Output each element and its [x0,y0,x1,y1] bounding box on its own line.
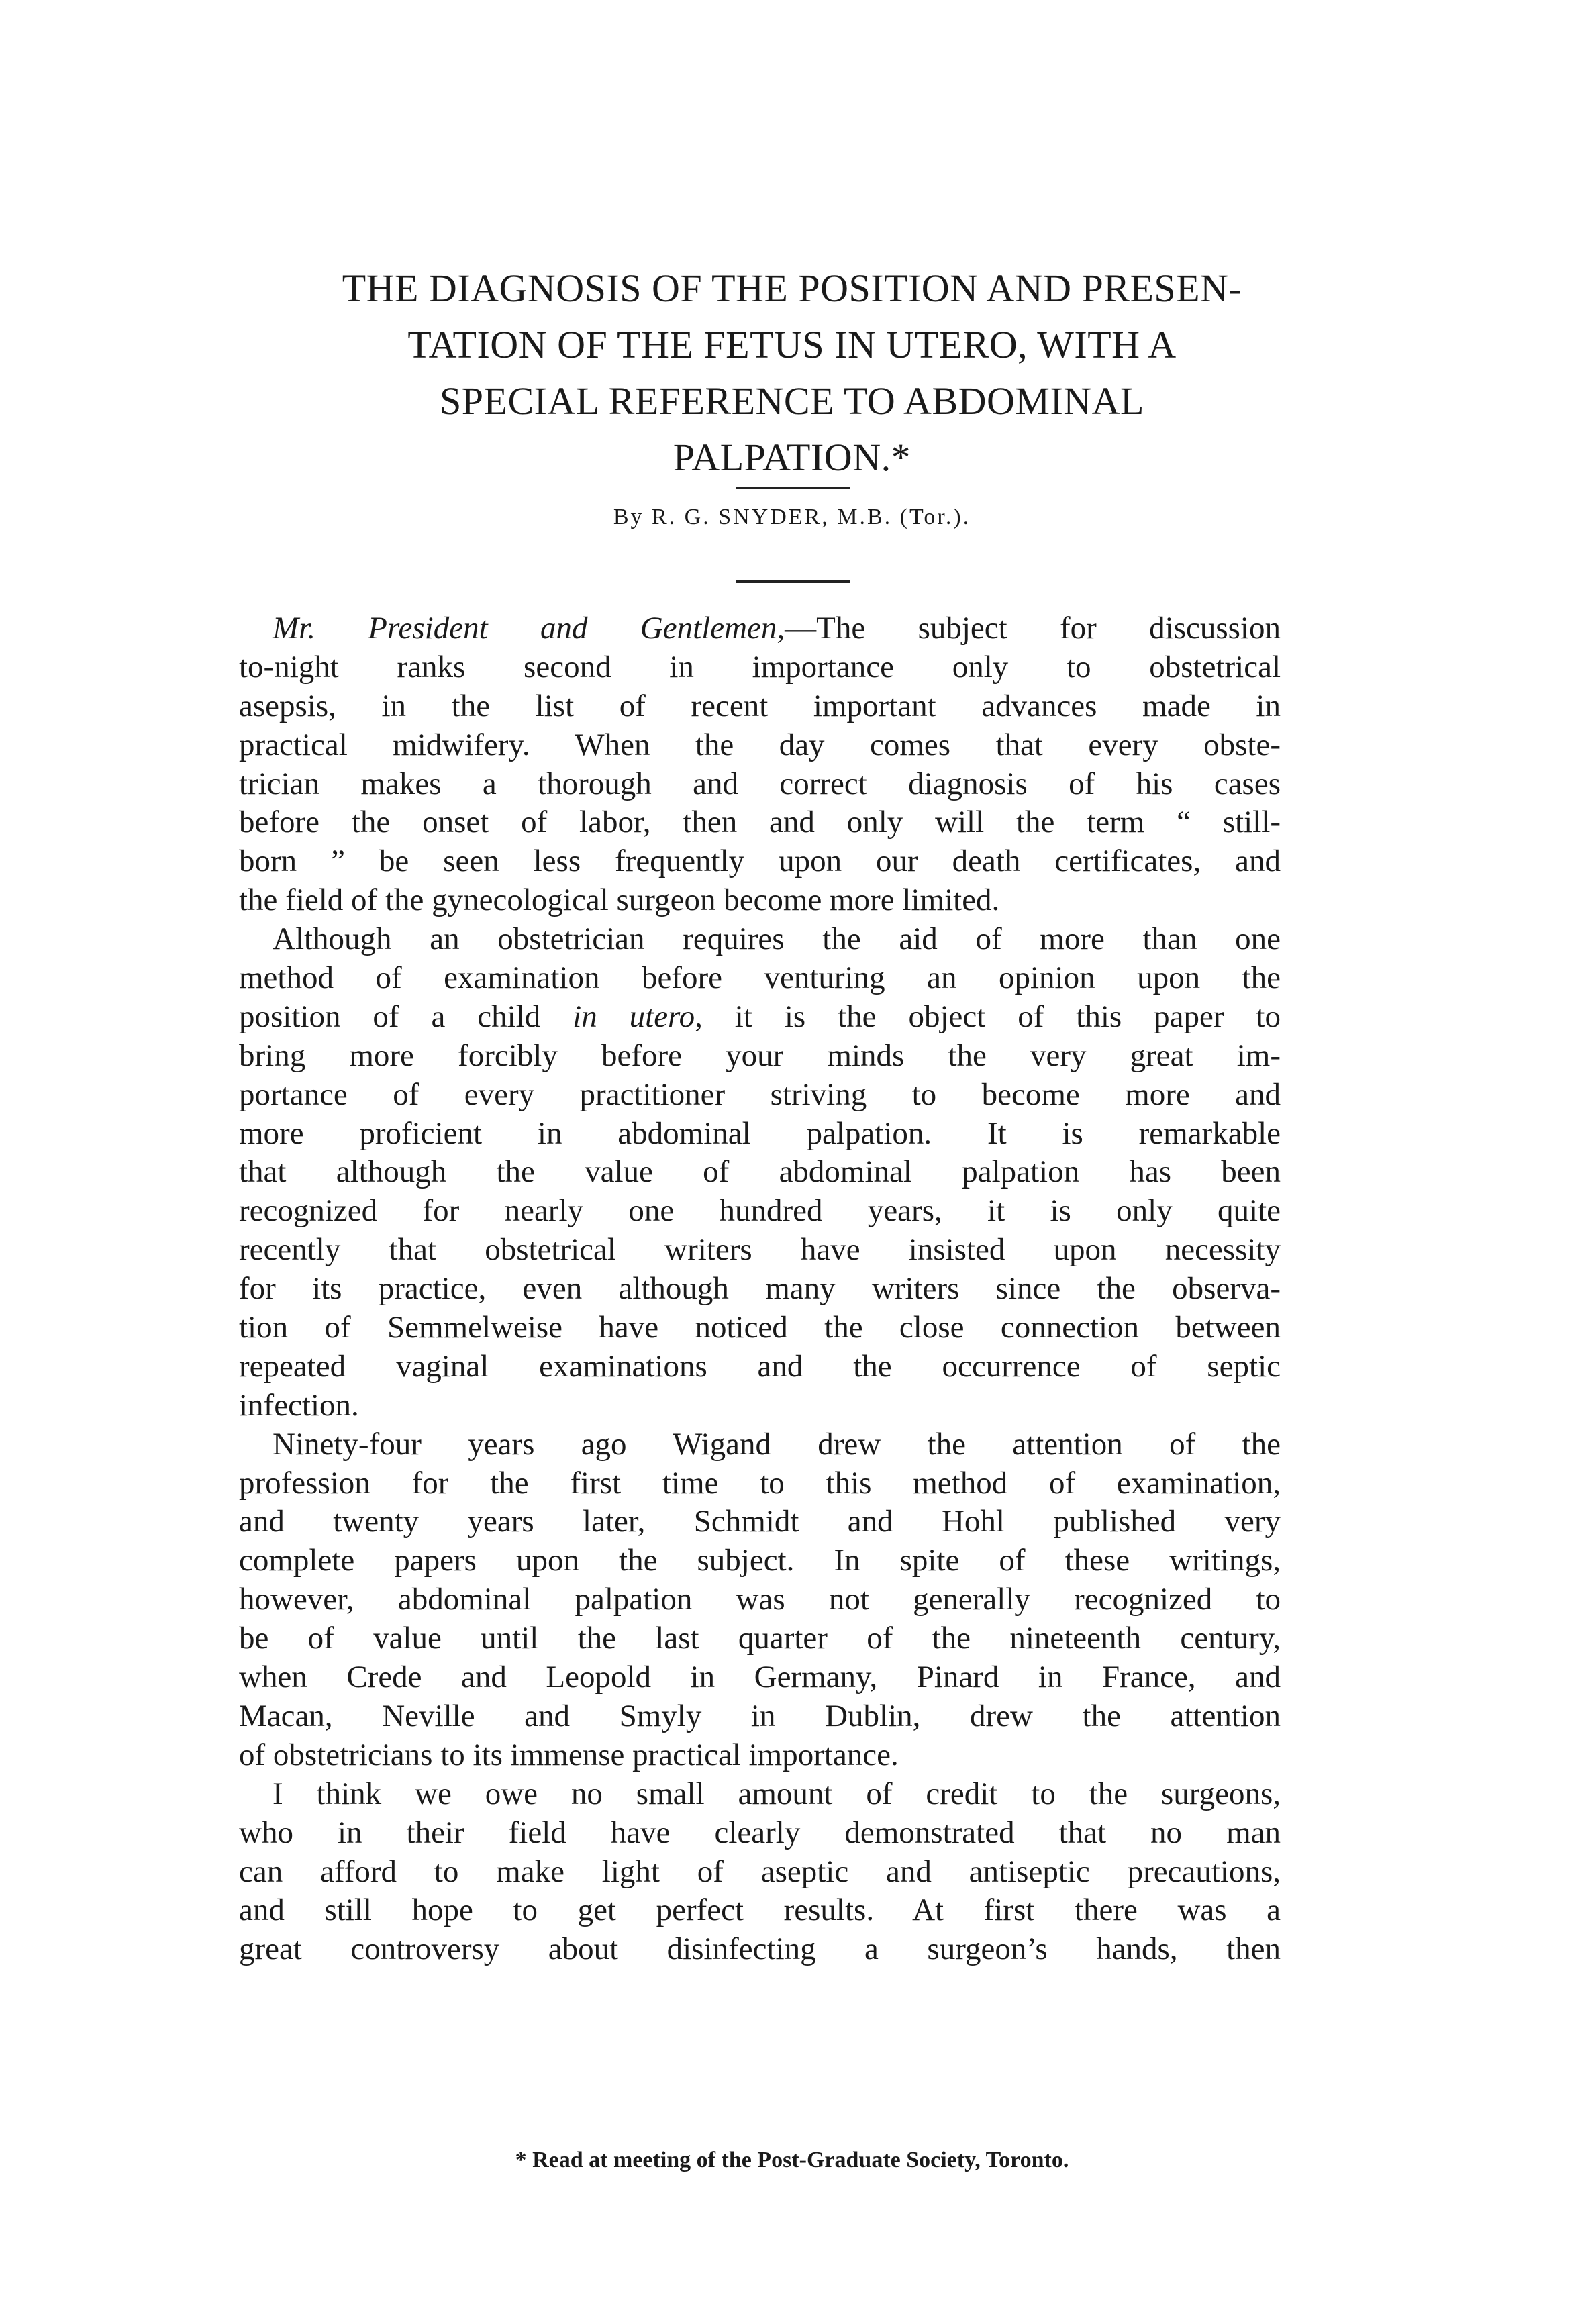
text-line: recognized for nearly one hundred years, it is only quite [239,1193,1281,1229]
footnote: * Read at meeting of the Post-Graduate Society, Toronto. [515,2148,1069,2172]
text-line: trician makes a thorough and correct diagnosis of his cases [239,766,1281,801]
salutation: Mr. President and Gentlemen, [273,611,785,646]
text-line: that although the value of abdominal palpation has been [239,1154,1281,1190]
text-line: method of examination before venturing an opinion upon the [239,960,1281,996]
text-line: portance of every practitioner striving to become more and [239,1076,1281,1112]
title-line: SPECIAL REFERENCE TO ABDOMINAL [440,379,1144,423]
byline-divider [736,580,850,583]
paragraph [239,1425,1281,1775]
text-line: born ” be seen less frequently upon our death certificates, and [239,844,1281,879]
text-line: be of value until the last quarter of the nineteenth century, [239,1621,1281,1656]
text-line: bring more forcibly before your minds the very great im- [239,1038,1281,1073]
text-line: who in their field have clearly demonstrated that no man [239,1815,1281,1850]
text-line: I think we owe no small amount of credit to the surgeons, [273,1776,1281,1811]
text-line: and twenty years later, Schmidt and Hohl published very [239,1504,1281,1539]
text-line: however, abdominal palpation was not generally recognized to [239,1582,1281,1617]
text-line: practical midwifery. When the day comes that every obste- [239,727,1281,762]
article-title [201,260,1383,486]
text-line: repeated vaginal examinations and the occurrence of septic [239,1348,1281,1384]
text-line: Macan, Neville and Smyly in Dublin, drew the attention [239,1698,1281,1733]
text-line: to-night ranks second in importance only to obstetrical [239,649,1281,685]
text-line: position of a child in utero, it is the object of this paper to [239,999,1281,1034]
text-line: before the onset of labor, then and only will the term “ still- [239,805,1281,840]
text-line: and still hope to get perfect results. At first there was a [239,1892,1281,1928]
paragraph [239,609,1281,920]
title-line: TATION OF THE FETUS IN UTERO, WITH A [407,323,1177,366]
text-line: recently that obstetrical writers have insisted upon necessity [239,1232,1281,1268]
text-line: Although an obstetrician requires the aid of more than one [273,921,1281,957]
text-line: complete papers upon the subject. In spite of these writings, [239,1543,1281,1578]
title-line: PALPATION.* [673,436,911,479]
text-line: profession for the first time to this method of examination, [239,1465,1281,1501]
text-line: infection. [239,1387,359,1423]
text-line: the field of the gynecological surgeon become more limited. [239,882,1000,918]
title-divider [736,487,850,489]
text-line: more proficient in abdominal palpation. It is remarkable [239,1115,1281,1151]
text-line: when Crede and Leopold in Germany, Pinard in France, and [239,1660,1281,1695]
text-line: can afford to make light of aseptic and antiseptic precautions, [239,1854,1281,1889]
text-line: for its practice, even although many writers since the observa- [239,1271,1281,1307]
text-line: Ninety-four years ago Wigand drew the attention of the [273,1426,1281,1462]
title-line: THE DIAGNOSIS OF THE POSITION AND PRESEN- [342,266,1242,310]
text-line: great controversy about disinfecting a surgeon’s hands, then [239,1931,1281,1967]
text-line: of obstetricians to its immense practical importance. [239,1737,899,1772]
author-byline: By R. G. SNYDER, M.B. (Tor.). [613,505,971,529]
italic-phrase: in utero [573,999,695,1034]
text-line: Mr. President and Gentlemen,—The subject for discussion [273,611,1281,646]
text-line: tion of Semmelweise have noticed the close connection between [239,1310,1281,1346]
paragraph [239,920,1281,1425]
text-line: asepsis, in the list of recent important advances made in [239,688,1281,723]
paragraph [239,1775,1281,1969]
article-body [239,609,1281,1969]
